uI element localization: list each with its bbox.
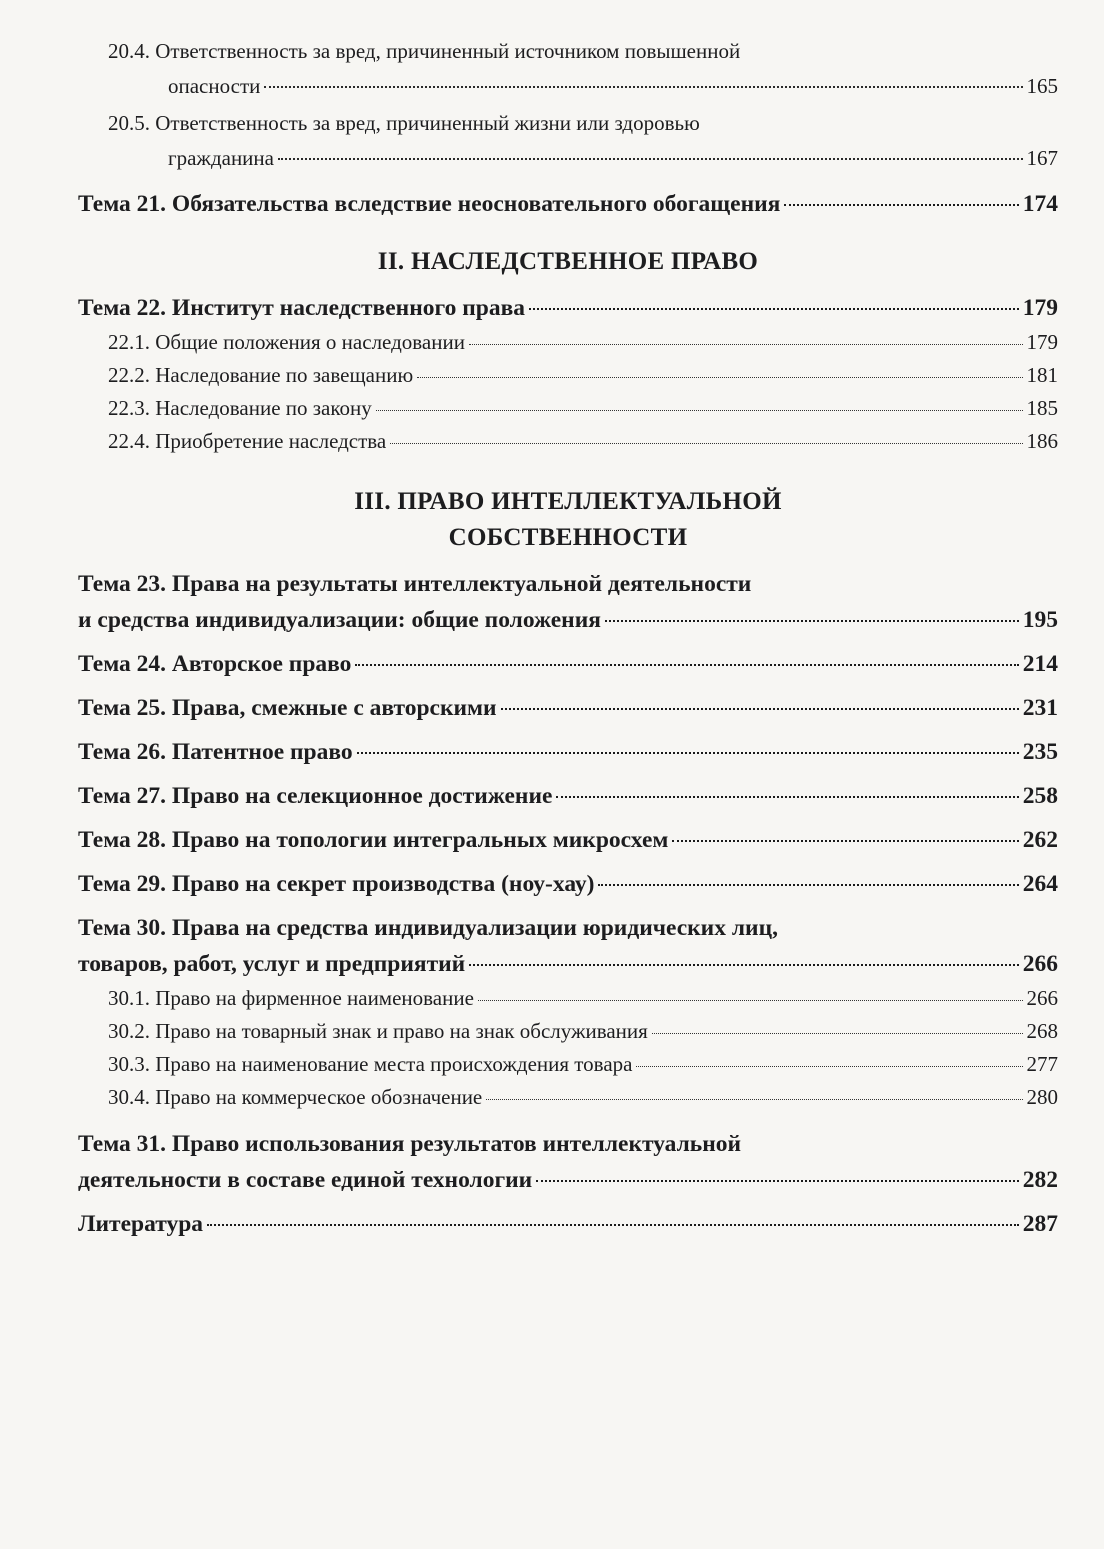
toc-entry-title-cont: гражданина [168,146,274,170]
page-number: 264 [1022,871,1058,897]
toc-topic-title: Тема 22. Институт наследственного права [78,295,526,321]
toc-topic-title-cont: деятельности в составе единой технологии [78,1167,533,1193]
page-number: 280 [1026,1085,1058,1109]
toc-topic-title: Тема 31. Право использования результатов интеллектуальной [78,1131,742,1157]
dot-leader [357,752,1019,754]
page-number: 214 [1022,651,1058,677]
toc-topic-title: Тема 21. Обязательства вследствие неосновательного обогащения [78,191,781,217]
toc-entry-title: 22.2. Наследование по завещанию [108,363,414,387]
toc-entry-20-5[interactable] [78,106,1058,176]
page-number: 185 [1026,396,1058,420]
dot-leader [478,1000,1023,1001]
dot-leader [278,158,1023,160]
dot-leader [264,86,1022,88]
toc-topic-23[interactable] [78,566,1058,638]
toc-entry-30-2[interactable] [78,1015,1058,1048]
page-number: 181 [1026,363,1058,387]
page-number: 277 [1026,1052,1058,1076]
dot-leader [536,1180,1019,1182]
page-number: 186 [1026,429,1058,453]
toc-topic-title: Тема 29. Право на секрет производства (ноу-хау) [78,871,595,897]
toc-topic-21[interactable] [78,186,1058,222]
dot-leader [605,620,1019,622]
dot-leader [652,1033,1023,1034]
page-number: 266 [1022,951,1058,977]
section-title-line2: СОБСТВЕННОСТИ [448,524,688,551]
dot-leader [529,308,1019,310]
toc-topic-25[interactable] [78,690,1058,726]
page-number: 167 [1026,146,1058,170]
dot-leader [556,796,1018,798]
toc-topic-title: Тема 26. Патентное право [78,739,353,765]
dot-leader [355,664,1018,666]
toc-entry-title: 22.4. Приобретение наследства [108,429,387,453]
toc-entry-22-3[interactable] [78,392,1058,425]
dot-leader [469,344,1023,345]
dot-leader [417,377,1022,378]
section-heading-3 [78,484,1058,556]
table-of-contents [78,30,1058,1248]
toc-entry-title: 30.2. Право на товарный знак и право на знак обслуживания [108,1019,648,1043]
page-number: 165 [1026,74,1058,98]
dot-leader [501,708,1019,710]
toc-entry-title: 30.4. Право на коммерческое обозначение [108,1085,483,1109]
page-number: 174 [1022,191,1058,217]
toc-entry-title-cont: опасности [168,74,261,98]
page-number: 231 [1022,695,1058,721]
dot-leader [486,1099,1022,1100]
toc-topic-26[interactable] [78,734,1058,770]
section-title-line1: III. ПРАВО ИНТЕЛЛЕКТУАЛЬНОЙ [354,488,782,515]
toc-topic-28[interactable] [78,822,1058,858]
toc-topic-24[interactable] [78,646,1058,682]
page-number: 287 [1022,1211,1058,1237]
toc-entry-title: 20.5. Ответственность за вред, причиненный жизни или здоровью [108,111,700,135]
dot-leader [469,964,1019,966]
toc-entry-30-1[interactable] [78,982,1058,1015]
toc-topic-22[interactable] [78,290,1058,326]
page-number: 235 [1022,739,1058,765]
page-number: 268 [1026,1019,1058,1043]
dot-leader [207,1224,1019,1226]
page-number: 195 [1022,607,1058,633]
page-number: 258 [1022,783,1058,809]
toc-entry-title: 30.3. Право на наименование места происхождения товара [108,1052,633,1076]
page-number: 179 [1026,330,1058,354]
toc-entry-22-2[interactable] [78,359,1058,392]
page-number: 282 [1022,1167,1058,1193]
dot-leader [390,443,1022,444]
toc-entry-title: 22.1. Общие положения о наследовании [108,330,465,354]
toc-topic-title: Литература [78,1211,204,1237]
dot-leader [598,884,1018,886]
toc-topic-30[interactable] [78,910,1058,982]
page-number: 266 [1026,986,1058,1010]
toc-entry-title: 22.3. Наследование по закону [108,396,372,420]
toc-entry-title: 30.1. Право на фирменное наименование [108,986,474,1010]
toc-entry-title: 20.4. Ответственность за вред, причиненный источником повышенной [108,39,741,63]
section-title: II. НАСЛЕДСТВЕННОЕ ПРАВО [377,248,759,275]
toc-entry-30-4[interactable] [78,1081,1058,1114]
toc-topic-title: Тема 27. Право на селекционное достижение [78,783,553,809]
toc-topic-title-cont: и средства индивидуализации: общие положения [78,607,601,633]
toc-topic-title-cont: товаров, работ, услуг и предприятий [78,951,466,977]
toc-topic-29[interactable] [78,866,1058,902]
dot-leader [376,410,1023,411]
toc-entry-30-3[interactable] [78,1048,1058,1081]
toc-topic-31[interactable] [78,1126,1058,1198]
toc-topic-title: Тема 23. Права на результаты интеллектуальной деятельности [78,571,752,597]
page-number: 179 [1022,295,1058,321]
section-heading-2 [78,244,1058,280]
toc-topic-title: Тема 28. Право на топологии интегральных микросхем [78,827,669,853]
toc-entry-22-4[interactable] [78,425,1058,458]
toc-topic-27[interactable] [78,778,1058,814]
dot-leader [784,204,1018,206]
page-number: 262 [1022,827,1058,853]
dot-leader [636,1066,1022,1067]
dot-leader [672,840,1018,842]
toc-entry-20-4[interactable] [78,34,1058,104]
toc-topic-title: Тема 24. Авторское право [78,651,352,677]
toc-entry-22-1[interactable] [78,326,1058,359]
toc-topic-title: Тема 30. Права на средства индивидуализации юридических лиц, [78,915,778,941]
toc-topic-title: Тема 25. Права, смежные с авторскими [78,695,497,721]
toc-literature[interactable] [78,1206,1058,1242]
